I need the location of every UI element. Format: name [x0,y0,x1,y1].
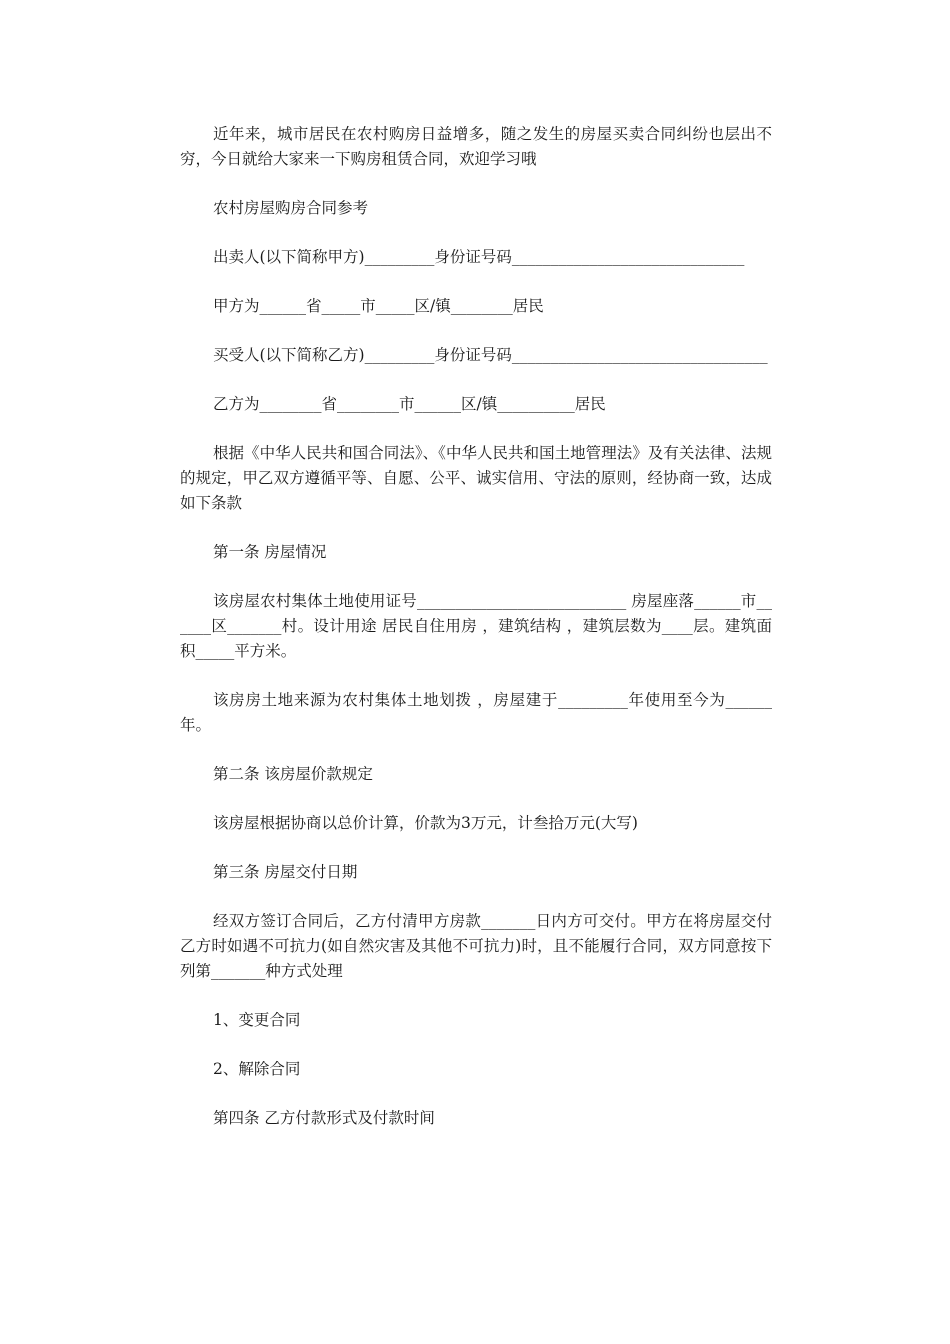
buyer-residence-line: 乙方为________省________市______区/镇__________居民 [213,395,606,413]
seller-line: 出卖人(以下简称甲方)_________身份证号码______________________________ [213,248,745,266]
contract-title: 农村房屋购房合同参考 [213,199,369,217]
property-details-paragraph: 该房屋农村集体土地使用证号___________________________ 房屋座落______市______区_______村。设计用途 居民自住用房 ，建筑结构 ，建筑层数为____层。建筑面积_____平方米。 [180,592,772,660]
seller-residence-line: 甲方为______省_____市_____区/镇________居民 [213,297,544,315]
price-paragraph: 该房屋根据协商以总价计算，价款为3万元，计叁拾万元(大写) [213,814,638,832]
land-source-paragraph: 该房房土地来源为农村集体土地划拨 ，房屋建于_________年使用至今为______年。 [180,691,772,734]
article-4-heading: 第四条 乙方付款形式及付款时间 [213,1109,435,1127]
article-1-heading: 第一条 房屋情况 [213,543,327,561]
option-2-item: 2、解除合同 [213,1060,301,1078]
intro-paragraph: 近年来，城市居民在农村购房日益增多，随之发生的房屋买卖合同纠纷也层出不穷，今日就给大家来一下购房租赁合同，欢迎学习哦 [180,125,772,168]
article-3-heading: 第三条 房屋交付日期 [213,863,358,881]
option-1-item: 1、变更合同 [213,1011,301,1029]
delivery-paragraph: 经双方签订合同后，乙方付清甲方房款_______日内方可交付。甲方在将房屋交付乙方时如遇不可抗力(如自然灾害及其他不可抗力)时，且不能履行合同，双方同意按下列第_______种方式处理 [180,912,772,980]
article-2-heading: 第二条 该房屋价款规定 [213,765,373,783]
legal-basis-paragraph: 根据《中华人民共和国合同法》、《中华人民共和国土地管理法》及有关法律、法规的规定，甲乙双方遵循平等、自愿、公平、诚实信用、守法的原则，经协商一致，达成如下条款 [180,444,772,512]
buyer-line: 买受人(以下简称乙方)_________身份证号码_________________________________ [213,346,768,364]
document-body [180,122,772,1131]
